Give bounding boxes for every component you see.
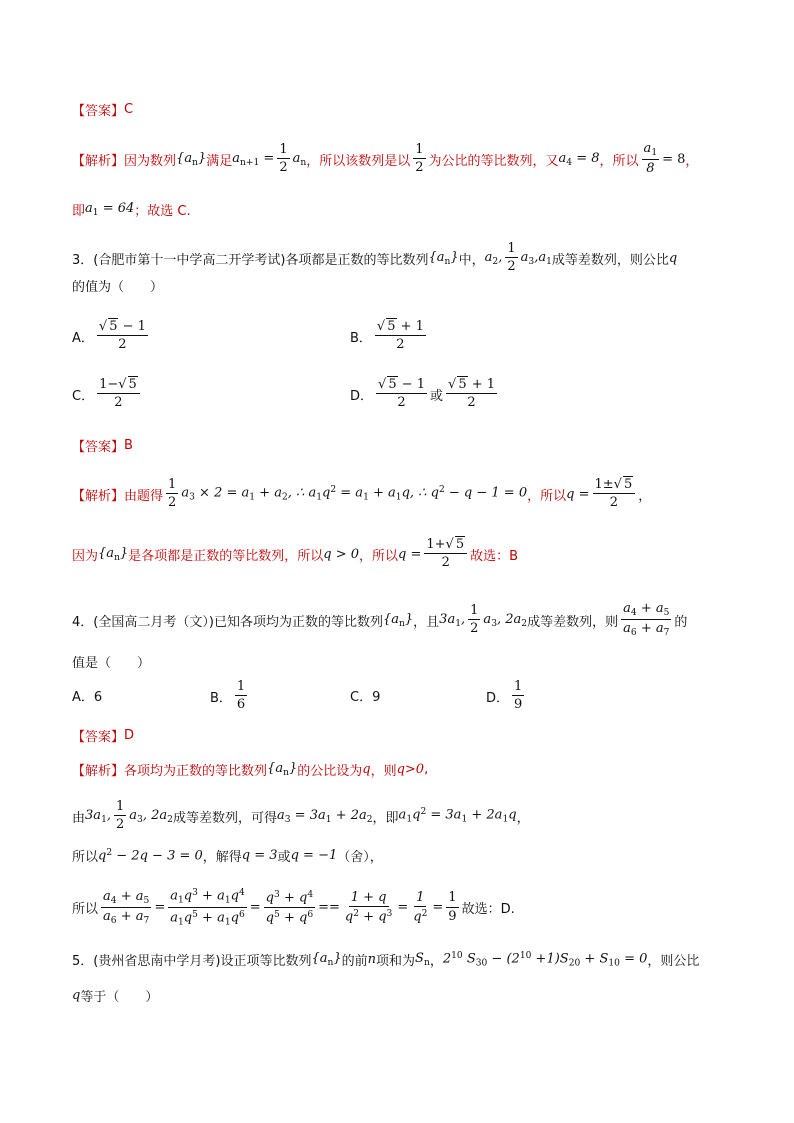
analysis-text: 由题得	[124, 488, 164, 504]
math-expr: $a_{n+1}$ =	[232, 150, 275, 168]
analysis-text: 故选：D.	[461, 902, 515, 918]
question-5-line-2	[72, 986, 158, 1005]
math-expr: q>0	[396, 762, 425, 777]
fraction: $\frac{1}{9}$	[448, 890, 457, 924]
fraction: $\frac{√ 5 + 1}{2}$	[448, 377, 496, 411]
option-c[interactable]	[350, 686, 380, 705]
analysis-text: 为公比的等比数列，又	[428, 153, 559, 169]
question-text: 的值为（ ）	[72, 280, 164, 295]
math-expr: $2^{10}$ $S_{30} - (2^{10} +1)S_{20} + S_{10} = 0$	[442, 950, 648, 969]
math-expr: $3a_1$,	[85, 807, 111, 825]
math-expr: $a_3$, $2a_2$	[129, 807, 173, 825]
question-source: (合肥市第十一中学高二开学考试)	[93, 252, 286, 268]
math-expr: $a_1q^2 = 3a_1 + 2a_1q$	[398, 807, 517, 826]
question-text: 项和为	[376, 954, 416, 969]
question-text: 各项都是正数的等比数列	[285, 252, 429, 268]
math-expr: $a_3$, $2a_2$	[483, 611, 528, 629]
analysis-text: 各项均为正数的等比数列	[124, 764, 268, 779]
fraction: $\frac{a_4 + a_5}{a_6 + a_7}$	[623, 601, 670, 639]
answer-label: 【答案】	[72, 104, 125, 119]
question-number: 4．	[72, 614, 94, 630]
analysis-text: ，所以	[599, 153, 639, 169]
math-expr: = 8	[662, 151, 686, 167]
question-source: (全国高二月考（文）)	[93, 614, 214, 630]
question-number: 5．	[72, 954, 94, 969]
analysis-line-1: 【解析】 因为数列 $\{a_n\}$ 满足 $a_{n+1}$ = $\frac{1}{2}$ $a_n$ ，所以该数列是以 $\frac{1}{2}$ 为公比的等比数列，又 $a_4 = 8$ ，所以 $\frac{a_1}{8}$ = 8 ，	[72, 141, 699, 177]
question-text: 已知各项均为正数的等比数列	[213, 614, 383, 630]
question-text: 设正项等比数列	[220, 954, 312, 969]
fraction: $\frac{√ 5 - 1}{2}$	[98, 319, 146, 353]
question-text: 中，	[458, 252, 485, 268]
analysis-line-2	[72, 200, 191, 219]
analysis-text: 即	[72, 204, 86, 219]
analysis-text: 是各项都是正数的等比数列，所以	[128, 548, 324, 564]
analysis-label: 【解析】	[72, 764, 125, 779]
math-expr: $\{a_n\}$	[267, 760, 298, 779]
math-expr: q > 0	[323, 546, 359, 562]
math-expr: q = −1	[290, 848, 338, 863]
answer-value: B	[124, 438, 133, 453]
analysis-text: ，解得	[202, 850, 242, 865]
fraction: $\frac{1}{2}$	[470, 602, 479, 637]
answer-value: C	[124, 102, 134, 117]
analysis-text: （舍），	[337, 850, 383, 865]
analysis-text: 的公比设为	[297, 764, 363, 779]
math-var: n	[367, 952, 377, 967]
fraction: $\frac{√ 5 + 1}{2}$	[376, 319, 424, 353]
question-3-line-1	[72, 242, 677, 275]
math-var: q	[668, 250, 678, 266]
math-expr: $S_n$	[415, 950, 430, 969]
fraction: $\frac{1+√ 5}{2}$	[424, 538, 467, 571]
math-expr: $\{a_n\}$	[382, 611, 414, 629]
analysis-text: ，所以该数列是以	[306, 153, 411, 169]
question-3-line-2	[72, 276, 163, 295]
fraction: $\frac{1\pm√ 5}{2}$	[593, 478, 636, 511]
math-expr: q =	[566, 486, 590, 502]
question-text: 值是（ ）	[72, 656, 151, 671]
answer-label: 【答案】	[72, 730, 125, 745]
analysis-text: 满足	[206, 153, 233, 169]
analysis-text: 因为	[72, 548, 99, 564]
question-text: 的前	[341, 954, 368, 969]
math-expr: $a_n$	[292, 150, 307, 168]
math-expr: $a_2$,	[484, 249, 503, 267]
option-b[interactable]	[350, 320, 429, 353]
question-4-line-2	[72, 652, 150, 671]
option-label: B．	[350, 330, 372, 346]
question-number: 3．	[72, 252, 94, 268]
answer-label: 【答案】	[72, 440, 125, 455]
math-expr: q =	[398, 546, 422, 562]
fraction: $\frac{1}{q^2}$	[413, 889, 428, 925]
analysis-text: 因为数列	[124, 153, 177, 169]
option-c[interactable]	[72, 378, 143, 411]
math-expr: $\{a_n\}$	[311, 950, 342, 969]
fraction: $\frac{1 + q}{q^2 + q^3}$	[344, 889, 393, 925]
fraction: $\frac{1}{2}$	[415, 141, 424, 176]
math-expr: $\{a_n\}$	[176, 150, 207, 168]
option-a[interactable]	[72, 320, 151, 353]
option-label: B．	[210, 690, 232, 706]
fraction: $\frac{1}{2}$	[279, 141, 288, 176]
math-expr: $a_3 = 3a_1 + 2a_2$	[276, 807, 373, 825]
answer-value: D	[124, 728, 135, 743]
analysis-text: 或	[277, 850, 291, 865]
option-label: A．	[72, 330, 94, 346]
question-4-line-1	[72, 602, 687, 638]
option-b[interactable]	[210, 680, 250, 713]
fraction: $\frac{a_4 + a_5}{a_6 + a_7}$	[103, 888, 150, 926]
answer-line-3	[72, 436, 133, 455]
math-expr: $\{a_n\}$	[428, 249, 459, 267]
analysis-line-4c	[72, 846, 383, 865]
math-expr: $\{a_n\}$	[98, 545, 129, 563]
question-5-line-1: 5． (贵州省思南中学月考) 设正项等比数列 $\{a_n\}$ 的前 n 项和为 $S_n$ ， $2^{10}$ $S_{30} - (2^{10} +1)S_{20} + S_{10} = 0$ ，则公比	[72, 950, 700, 969]
math-var: q	[72, 988, 81, 1003]
option-a[interactable]	[72, 686, 102, 705]
fraction: $\frac{a_1q^3 + a_1q^4}{a_1q^5 + a_1q^6}$	[170, 888, 245, 928]
math-expr: $a_4 = 8$	[558, 150, 600, 168]
analysis-text: ；故选 C.	[134, 204, 191, 219]
analysis-text: 所以	[72, 850, 99, 865]
math-expr: $a_1 = 64$	[85, 200, 135, 219]
question-text: ，且	[413, 614, 440, 630]
fraction: $\frac{1}{2}$	[168, 477, 177, 511]
fraction: $\frac{a_1}{8}$	[643, 141, 658, 177]
fraction: $\frac{1}{6}$	[236, 679, 246, 713]
analysis-label: 【解析】	[72, 153, 125, 169]
analysis-text: 所以	[72, 902, 99, 918]
analysis-line-3: 【解析】 由题得 $\frac{1}{2}$ $a_3 \times 2 = a_1 + a_2$, ∴ $a_1q^2 = a_1 + a_1q$, ∴ $q^2 - q - 1 = 0$ ，所以 q = $\frac{1\pm√ 5}{2}$ ，	[72, 477, 652, 511]
math-expr: $a_3,a_1$	[520, 249, 552, 267]
question-text: ，则公比	[647, 954, 700, 969]
option-label: C．	[72, 388, 95, 404]
fraction: $\frac{1}{2}$	[116, 799, 125, 833]
math-expr: $a_3 \times 2 = a_1 + a_2$, ∴ $a_1q^2 = a_1 + a_1q$, ∴ $q^2 - q - 1 = 0$	[181, 485, 528, 504]
answer-line-1	[72, 100, 133, 119]
math-expr: $q^2 - 2q - 3 = 0$	[98, 847, 203, 864]
fraction: $\frac{1}{9}$	[514, 679, 523, 713]
analysis-text: 成等差数列，可得	[172, 810, 277, 826]
option-label: A．6	[72, 690, 103, 705]
question-source: (贵州省思南中学月考)	[93, 954, 221, 969]
analysis-line-4d: 所以 $\frac{a_4 + a_5}{a_6 + a_7}$ = $\frac{a_1q^3 + a_1q^4}{a_1q^5 + a_1q^6}$ = $\frac{q^3 + q^4}{q^5 + q^6}$ == $\frac{1 + q}{q^2 + q^3}$ = $\frac{1}{q^2}$ = $\frac{1}{9}$ 故选：D.	[72, 888, 515, 928]
option-label: D．	[350, 388, 374, 404]
question-text: 成等差数列，则公比	[551, 252, 669, 268]
analysis-text: ，所以	[527, 488, 567, 504]
fraction: $\frac{√ 5 - 1}{2}$	[378, 377, 426, 411]
analysis-text: ，则	[370, 764, 397, 779]
fraction: $\frac{q^3 + q^4}{q^5 + q^6}$	[265, 889, 314, 926]
question-text: 的	[674, 614, 688, 630]
fraction: $\frac{1}{2}$	[507, 241, 516, 275]
math-expr: $3a_1$,	[439, 611, 466, 629]
analysis-line-3b	[72, 538, 518, 571]
option-d[interactable]	[350, 378, 500, 411]
question-text: 成等差数列，则	[527, 614, 619, 630]
math-expr: q = 3	[241, 848, 278, 863]
analysis-label: 【解析】	[72, 488, 125, 504]
answer-line-4	[72, 726, 134, 745]
analysis-text: 由	[72, 810, 86, 826]
analysis-text: 故选：B	[470, 548, 519, 564]
analysis-text: ，所以	[358, 548, 398, 564]
analysis-line-4: 【解析】 各项均为正数的等比数列 $\{a_n\}$ 的公比设为 q ，则 q>0 ,	[72, 760, 429, 779]
question-text: 等于（ ）	[80, 990, 159, 1005]
option-text: 或	[430, 388, 444, 404]
option-d[interactable]	[486, 680, 527, 713]
analysis-text: ，即	[372, 810, 399, 826]
fraction: $\frac{1-√ 5}{2}$	[97, 378, 140, 411]
math-var: q	[362, 762, 371, 777]
option-label: C．9	[350, 690, 381, 705]
option-label: D．	[486, 690, 510, 706]
analysis-line-4b: 由 $3a_1$, $\frac{1}{2}$ $a_3$, $2a_2$ 成等差数列，可得 $a_3 = 3a_1 + 2a_2$ ，即 $a_1q^2 = 3a_1 + 2a_1q$ ，	[72, 799, 530, 833]
